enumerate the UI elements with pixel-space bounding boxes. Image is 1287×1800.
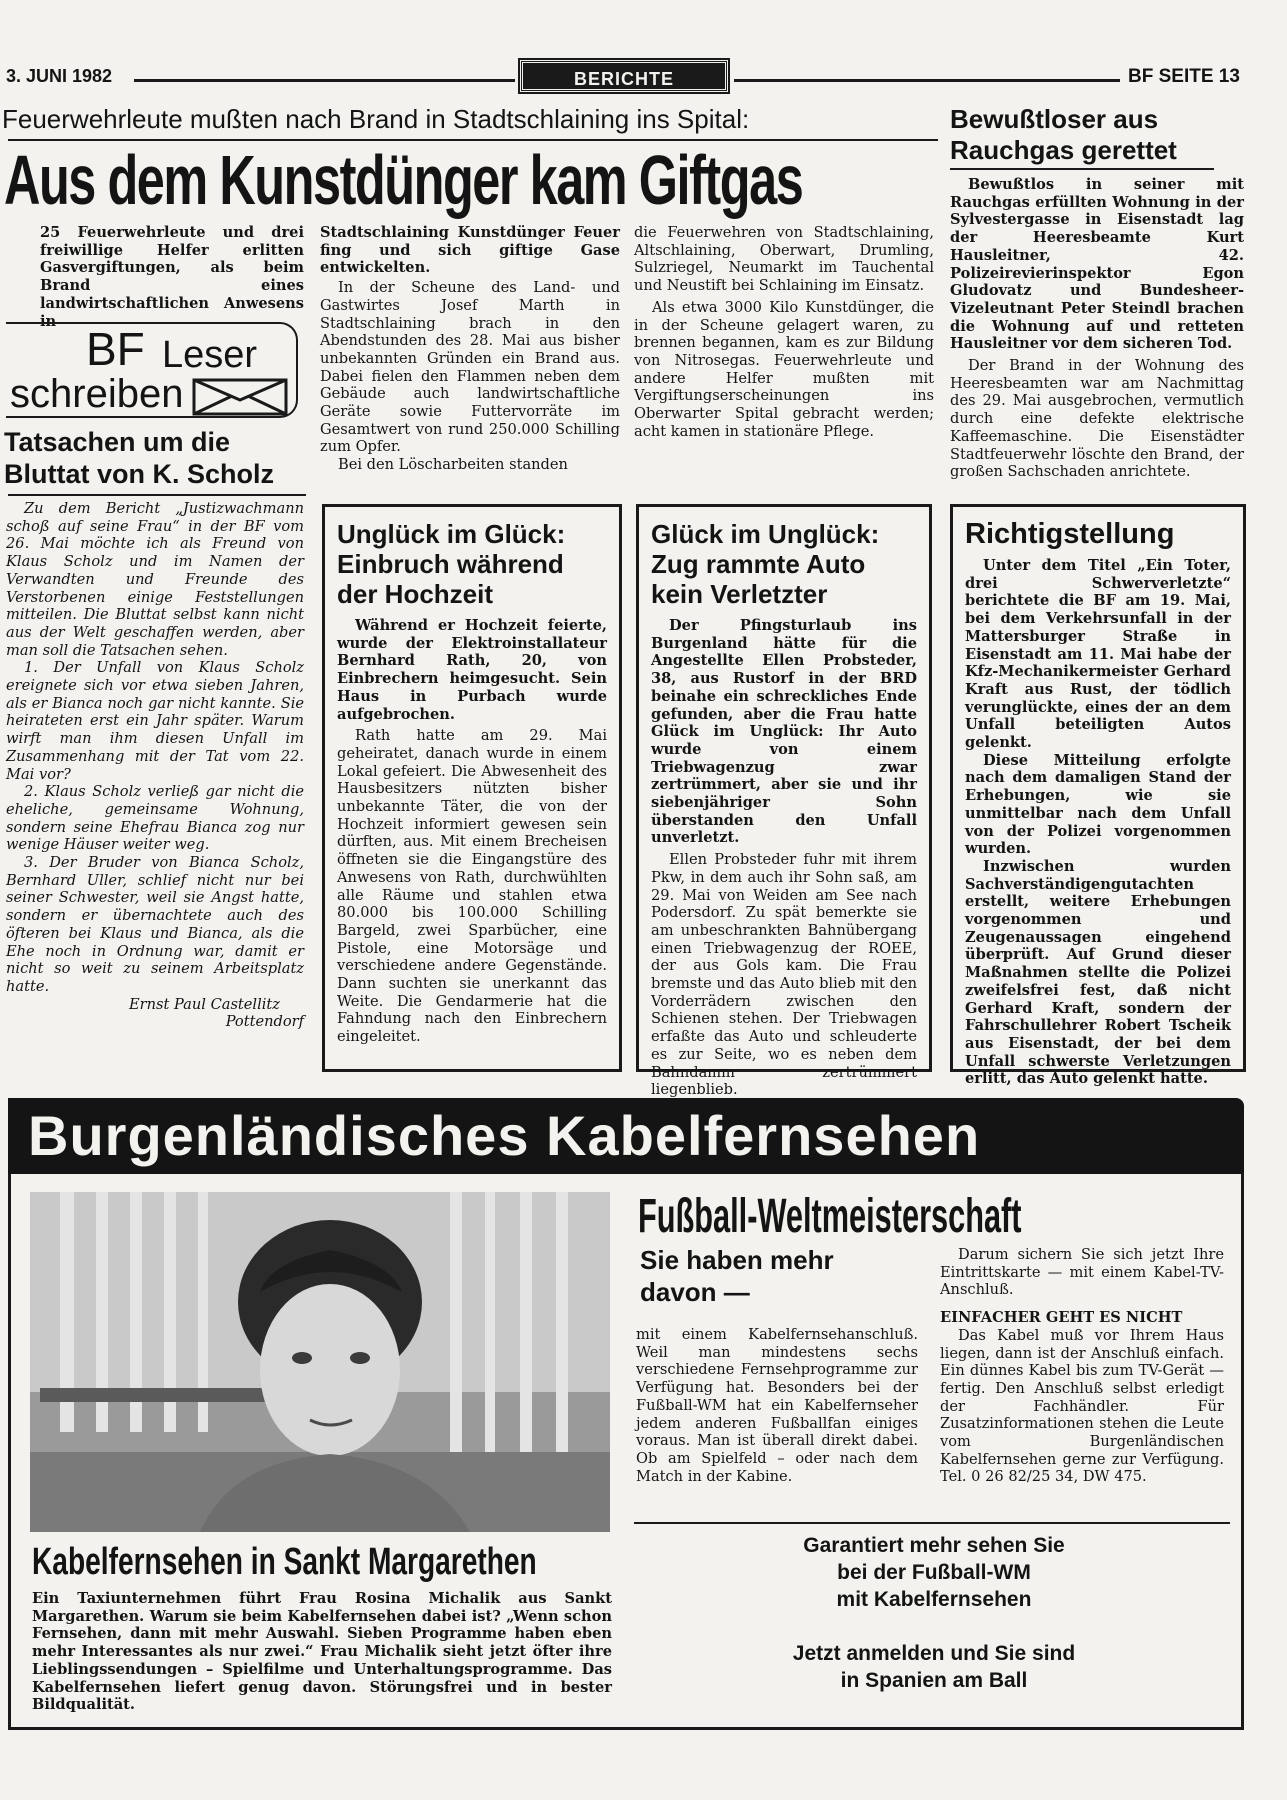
photo-text: Ein Taxiunternehmen führt Frau Rosina Michalik aus Sankt Margarethen. Warum sie beim Kabelfernsehen dabei ist? „Wenn schon Fernsehen, dann mit mehr Auswahl. Sieben Programme haben eben mehr Interessantes als nur zwei.“ Frau Michalik sieht jetzt öfter ihre Lieblingssendungen – Spielfilme und Unterhaltungsprogramme. Das Kabelfernsehen liefert genug davon. Störungsfrei und in bester Bildqualität.: [32, 1590, 612, 1714]
rauch-rule: [950, 168, 1214, 170]
lead-col1: 25 Feuerwehrleute und drei freiwillige Helfer erlitten Gasvergiftungen, als beim Brand eines landwirtschaftlichen Anwesens in: [40, 224, 304, 330]
lead-col3-b: Als etwa 3000 Kilo Kunstdünger, die in der Scheune gelagert waren, zu brennen begannen, kam es zur Bildung von Nitrosegas. Feuerwehrleute und andere Helfer mußten mit Vergiftungserscheinungen ins Oberwarter Spital gebracht werden; acht kamen in stationäre Pflege.: [634, 298, 934, 440]
leser-p3: 2. Klaus Scholz verließ gar nicht die eheliche, gemeinsame Wohnung, sondern seine Ehefrau Bianca zog nur wenige Häuser weiter weg.: [6, 783, 304, 854]
wm-col2: [940, 1246, 1224, 1486]
leser-p4: 3. Der Bruder von Bianca Scholz, Bernhard Uller, schlief nicht nur bei seiner Schwester, weil sie Angst hatte, sondern er übernachtete auch des öfteren bei Klaus und Bianca, als die Ehe noch in Ordnung war, damit er nicht so weit zu seinem Arbeitsplatz hatte.: [6, 854, 304, 995]
leser-sign-place: Pottendorf: [225, 1013, 304, 1031]
lead-col2-b: In der Scheune des Land- und Gastwirtes Josef Marth in Stadtschlaining brach in den Abendstunden des 28. Mai aus bisher unbekannten Gründen ein Brand aus. Dabei fielen den Flammen neben dem Gebäude auch landwirtschaftliche Geräte sowie Futtervorräte im Gesamtwert von rund 250.000 Schilling zum Opfer.: [320, 279, 620, 456]
portrait-photo-image: [30, 1192, 610, 1532]
portrait-photo: [30, 1192, 610, 1532]
promo-line-1: Garantiert mehr sehen Sie bei der Fußball-WM mit Kabelfernsehen: [803, 1534, 1065, 1611]
wm-col1: mit einem Kabelfernsehanschluß. Weil man mindestens sechs verschiedene Fernsehprogramme zur Verfügung hat. Besonders bei der Fußball-WM hat ein Kabelfernseher jedem anderen Fußballfan einiges voraus. Man ist überall direkt dabei. Ob am Spielfeld – oder nach dem Match in der Kabine.: [636, 1326, 918, 1485]
zug-headline: Glück im Unglück: Zug rammte Auto kein Verletzter: [651, 519, 880, 609]
zug-p2: Ellen Probsteder fuhr mit ihrem Pkw, in dem auch ihr Sohn saß, am 29. Mai von Weiden am See nach Podersdorf. Zu spät bemerkte sie am unbeschrankten Bahnübergang einen Triebwagenzug der ROEE, der aus Gols kam. Die Frau bremste und das Auto blieb mit den Vorderrädern zwischen den Schienen stehen. Der Triebwagen erfaßte das Auto und schleuderte es zur Seite, wo es neben dem Bahndamm zertrümmert liegenblieb.: [651, 851, 917, 1099]
header-rule-right: [734, 79, 1120, 82]
lead-kicker: Feuerwehrleute mußten nach Brand in Stadtschlaining ins Spital:: [2, 104, 750, 134]
wm-col2-b: Das Kabel muß vor Ihrem Haus liegen, dann ist der Anschluß einfach. Ein dünnes Kabel bis zum TV-Gerät — fertig. Den Anschluß selbst erledigt der Fachhändler. Für Zusatzinformationen stehen die Leute vom Burgenländischen Kabelfernsehen gerne zur Verfügung. Tel. 0 26 82/25 34, DW 475.: [940, 1326, 1224, 1486]
leser-logo: [6, 322, 298, 418]
leser-p2: 1. Der Unfall von Klaus Scholz ereignete sich vor etwa sieben Jahren, als er Bianca noch gar nicht kannte. Sie heirateten erst ein Jahr später. Warum wirft man ihm diesen Unfall im Zusammenhang mit der Tat vom 22. Mai vor?: [6, 659, 304, 783]
leser-p1: Zu dem Bericht „Justizwachmann schoß auf seine Frau“ in der BF vom 26. Mai möchte ich als Freund von Klaus Scholz und im Namen der Verwandten und Freunde des Verstorbenen einige Feststellungen mitteilen. Die Bluttat selbst kann nicht aus der Welt geschaffen werden, aber man soll die Tatsachen sehen.: [6, 500, 304, 659]
hochzeit-box: [322, 504, 622, 1072]
leser-sign-name: Ernst Paul Castellitz: [128, 995, 280, 1013]
wm-headline: Fußball-Weltmeisterschaft: [638, 1190, 1022, 1243]
wm-col2-head: EINFACHER GEHT ES NICHT: [940, 1309, 1183, 1327]
richtig-headline: Richtigstellung: [965, 518, 1175, 550]
photo-caption: Kabelfernsehen in Sankt Margarethen: [32, 1541, 537, 1583]
zug-box: [636, 504, 932, 1099]
leser-logo-bf: BF: [86, 323, 145, 375]
leser-rule: [8, 494, 306, 496]
issue-date: 3. JUNI 1982: [6, 66, 113, 86]
lead-col3-a: die Feuerwehren von Stadtschlaining, Altschlaining, Oberwart, Drumling, Sulzriegel, Neumarkt im Tauchental und Neustift bei Schlaining im Einsatz.: [634, 224, 934, 295]
rauch-p1: Bewußtlos in seiner mit Rauchgas erfüllten Wohnung in der Sylvestergasse in Eisenstadt lag der Heeresbeamte Kurt Hausleitner, 42. Polizeirevierinspektor Egon Gludovatz und Bundesheer-Vizeleutnant Peter Steindl brachen die Wohnung auf und retteten Hausleitner vor dem sicheren Tod.: [950, 176, 1244, 353]
envelope-icon: [192, 378, 288, 416]
rauch-p2: Der Brand in der Wohnung des Heeresbeamten war am Nachmittag des 29. Mai ausgebrochen, vermutlich durch eine defekte elektrische Kaffeemaschine. Die Eisenstädter Stadtfeuerwehr löschte den Brand, der großen Sachschaden anrichtete.: [950, 357, 1244, 481]
lead-col2-c: Bei den Löscharbeiten standen: [338, 456, 568, 474]
wm-col2-a: Darum sichern Sie sich jetzt Ihre Eintrittskarte — mit einem Kabel-TV-Anschluß.: [940, 1246, 1224, 1299]
kabel-banner: Burgenländisches Kabelfernsehen: [8, 1098, 1244, 1174]
richtig-box: [950, 504, 1246, 1088]
richtig-p1: Unter dem Titel „Ein Toter, drei Schwerverletzte“ berichtete die BF am 19. Mai, bei dem Verkehrsunfall in der Mattersburger Straße in Eisenstadt am 11. Mai habe der Kfz-Mechanikermeister Gerhard Kraft aus Rust, der tödlich verunglückte, eines der an dem Unfall beteiligten Autos gelenkt.: [965, 557, 1231, 752]
header-rule-left: [134, 79, 515, 82]
leser-headline: Tatsachen um die Bluttat von K. Scholz: [4, 427, 274, 489]
hochzeit-headline: Unglück im Glück: Einbruch während der Hochzeit: [337, 519, 566, 609]
zug-p1: Der Pfingsturlaub ins Burgenland hätte für die Angestellte Ellen Probsteder, 38, aus Rustorf in der BRD beinahe ein schreckliches Ende gefunden, aber die Frau hatte Glück im Unglück: Ihr Auto wurde von einem Triebwagenzug zwar zertrümmert, aber sie und ihr siebenjähriger Sohn überstanden den Unfall unverletzt.: [651, 617, 917, 847]
richtig-p3: Inzwischen wurden Sachverständigengutachten erstellt, weitere Erhebungen vorgenommen und Zeugenaussagen eingehend überprüft. Auf Grund dieser Maßnahmen stellte die Polizei zweifelsfrei fest, daß nicht Gerhard Kraft, sondern der Fahrschullehrer Robert Tscheik aus Eisenstadt, der bei dem Unfall schwerste Verletzungen erlitt, das Auto gelenkt hatte.: [965, 857, 1231, 1088]
wm-divider: [634, 1522, 1230, 1524]
lead-col2-a: Stadtschlaining Kunstdünger Feuer fing und sich giftige Gase entwickelten.: [320, 224, 620, 277]
lead-headline: Aus dem Kunstdünger kam Giftgas: [4, 141, 803, 219]
hochzeit-p1: Während er Hochzeit feierte, wurde der Elektroinstallateur Bernhard Rath, 20, von Einbrechern heimgesucht. Sein Haus in Purbach wurde aufgebrochen.: [337, 617, 607, 723]
wm-sub: Sie haben mehr davon —: [640, 1245, 834, 1307]
leser-body: [6, 500, 304, 1031]
leser-logo-leser: Leser: [162, 334, 258, 376]
rauch-body: [950, 176, 1244, 481]
rauch-headline: Bewußtloser aus Rauchgas gerettet: [950, 104, 1177, 165]
lead-col3: [634, 224, 934, 440]
richtig-p2: Diese Mitteilung erfolgte nach dem damaligen Stand der Erhebungen, wie sie unmittelbar nach dem Unfall von der Polizei vorgenommen wurden.: [965, 751, 1231, 858]
page-number: BF SEITE 13: [1128, 66, 1240, 87]
hochzeit-p2: Rath hatte am 29. Mai geheiratet, danach wurde in einem Lokal gefeiert. Die Abwesenheit des Hausbesitzers nützten bisher unbekannte Täter, die von der Hochzeit informiert gewesen sein dürften, aus. Mit einem Brecheisen öffneten sie die Eingangstüre des Anwesens von Rath, durchwühlten alle Räume und stahlen etwa 80.000 bis 100.000 Schilling Bargeld, zwei Sparbücher, eine Pistole, eine Motorsäge und verschiedene andere Gegenstände. Dann suchten sie unerkannt das Weite. Die Gendarmerie hat die Fahndung nach den Einbrechern eingeleitet.: [337, 727, 607, 1046]
leser-logo-schreiben: schreiben: [10, 372, 184, 416]
section-label: BERICHTE: [520, 60, 728, 92]
promo-line-2: Jetzt anmelden und Sie sind in Spanien am Ball: [792, 1642, 1076, 1692]
lead-col2: [320, 224, 620, 474]
